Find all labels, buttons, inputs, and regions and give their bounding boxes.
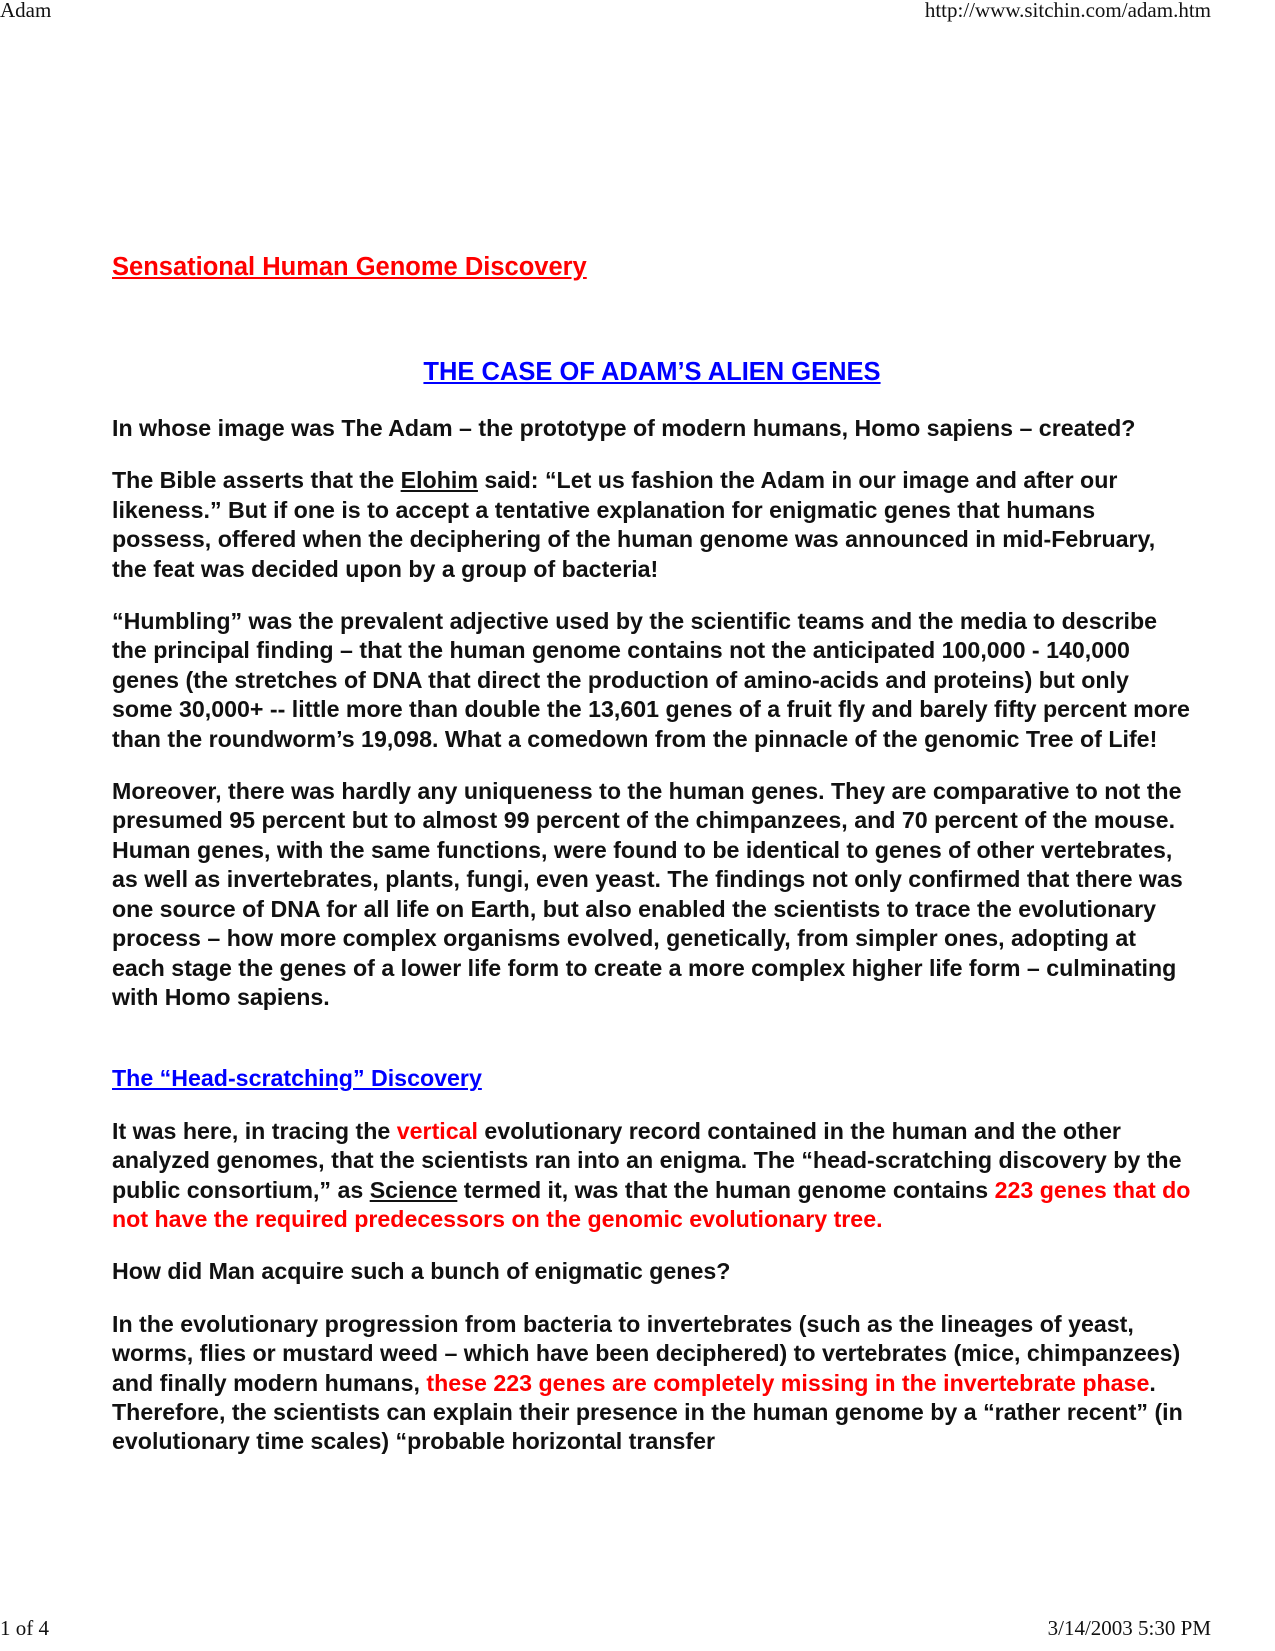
elohim-term: Elohim [400,467,478,494]
section-subheading[interactable]: The “Head-scratching” Discovery [112,1065,482,1092]
print-footer-page: 1 of 4 [0,1616,49,1640]
paragraph-4: Moreover, there was hardly any uniqueness to the human genes. They are comparative to not the presumed 95 percent but to almost 99 percent of the chimpanzees, and 70 percent of the mouse. Human genes, with the same functions, were found to be identical to genes of other vertebrates, as well as invertebrates, plants, fungi, even yeast. The findings not only confirmed that there was one source of DNA for all life on Earth, but also enabled the scientists to trace the evolutionary process – how more complex organisms evolved, genetically, from simpler ones, adopting at each stage the genes of a lower life form to create a more complex higher life form – culminating with Homo sapiens. [112,778,1183,1010]
print-header-title: Adam [0,0,52,22]
paragraph-5-text-c: termed it, was that the human genome contains [457,1176,995,1203]
paragraph-5-text-a: It was here, in tracing the [112,1117,397,1144]
article-main-heading[interactable]: THE CASE OF ADAM’S ALIEN GENES [423,358,881,386]
paragraph-6: How did Man acquire such a bunch of enigmatic genes? [112,1258,731,1285]
paragraph-2-text-a: The Bible asserts that the [112,467,401,494]
paragraph-7-red-highlight: these 223 genes are completely missing in the invertebrate phase [426,1369,1150,1396]
paragraph-2 [112,466,1192,584]
print-header-url: http://www.sitchin.com/adam.htm [924,0,1211,22]
paragraph-7-text-b: . Therefore, the scientists can explain their presence in the human genome by a “rather recent” (in evolutionary time scales) “probable horizontal transfer [112,1369,1183,1455]
paragraph-7-text-a: In the evolutionary progression from bacteria to invertebrates (such as the lineages of yeast, worms, flies or mustard weed – which have been deciphered) to vertebrates (mice, chimpanzees) and finally modern humans, [112,1310,1181,1396]
print-footer-datetime: 3/14/2003 5:30 PM [1047,1616,1211,1640]
science-journal-name: Science [369,1176,458,1203]
article-body [112,414,1192,1457]
paragraph-7 [112,1310,1192,1457]
article-top-title[interactable]: Sensational Human Genome Discovery [112,253,587,281]
article [112,252,1192,1455]
paragraph-3: “Humbling” was the prevalent adjective used by the scientific teams and the media to describe the principal finding – that the human genome contains not the anticipated 100,000 - 140,000 genes (the stretches of DNA that direct the production of amino-acids and proteins) but only some 30,000+ -- little more than double the 13,601 genes of a fruit fly and barely fifty percent more than the roundworm’s 19,098. What a comedown from the pinnacle of the genomic Tree of Life! [112,608,1190,752]
paragraph-2-text-b: said: “Let us fashion the Adam in our image and after our likeness.” But if one is to accept a tentative explanation for enigmatic genes that humans possess, offered when the deciphering of the human genome was announced in mid-February, the feat was decided upon by a group of bacteria! [112,467,1156,582]
paragraph-5 [112,1117,1192,1235]
paragraph-5-red-highlight: 223 genes that do not have the required predecessors on the genomic evolutionary tree. [112,1176,1191,1232]
paragraph-1: In whose image was The Adam – the prototype of modern humans, Homo sapiens – created? [112,415,1136,441]
vertical-highlight: vertical [396,1117,478,1144]
paragraph-5-text-b: evolutionary record contained in the human and the other analyzed genomes, that the scientists ran into an enigma. The “head-scratching discovery by the public consortium,” as [112,1117,1182,1203]
